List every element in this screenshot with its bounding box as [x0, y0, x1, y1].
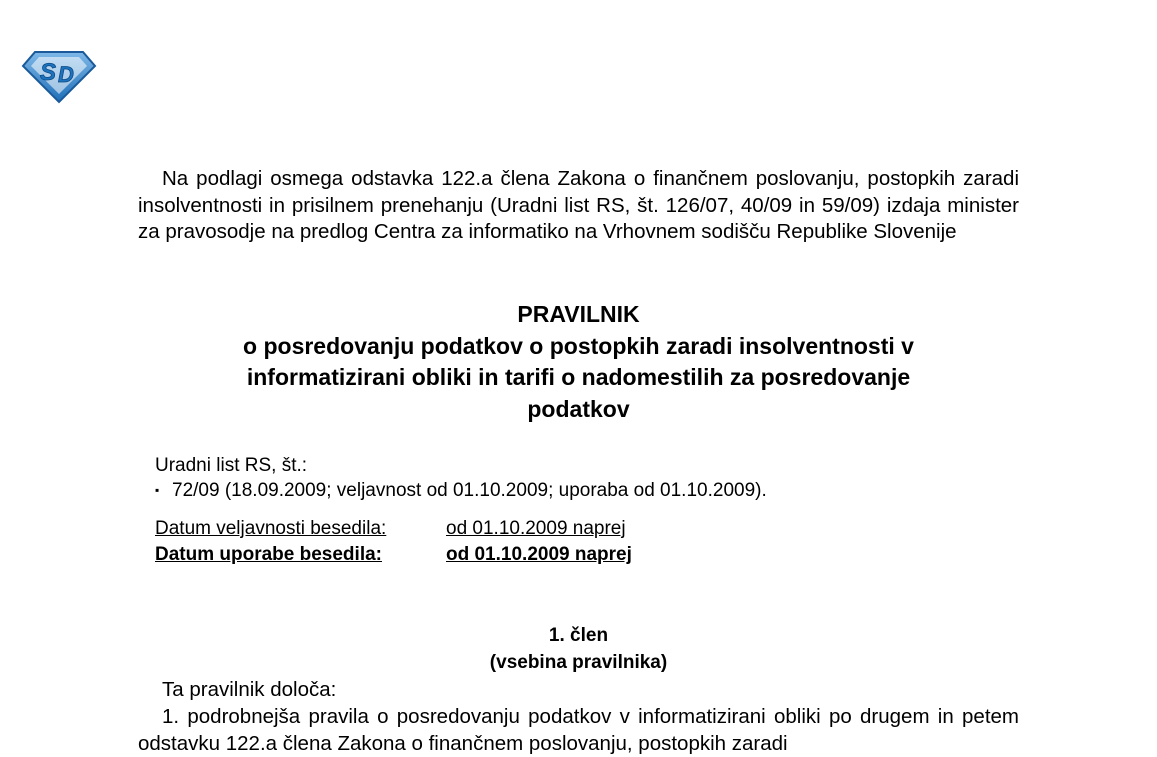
gazette-entry [155, 478, 767, 503]
svg-text:S: S [40, 59, 57, 86]
validity-date-value: od 01.10.2009 naprej [446, 518, 626, 539]
official-gazette-reference [155, 453, 767, 503]
validity-date-label: Datum veljavnosti besedila: [155, 518, 387, 539]
usage-date-label: Datum uporabe besedila: [155, 544, 382, 565]
title-line-3: podatkov [527, 395, 630, 422]
article-item-1: 1. podrobnejša pravila o posredovanju podatkov v informatizirani obliki po drugem in petem odstavku 122.a člena Zakona o finančnem poslovanju, postopkih zaradi [138, 705, 1019, 755]
gazette-entry-text: 72/09 (18.09.2009; veljavnost od 01.10.2009; uporaba od 01.10.2009). [172, 480, 767, 501]
title-line-2: informatizirani obliki in tarifi o nadomestilih za posredovanje [246, 364, 911, 390]
gazette-label: Uradni list RS, št.: [155, 455, 308, 476]
text-dates [155, 516, 632, 568]
title-heading: PRAVILNIK [517, 301, 640, 327]
bullet-icon: ▪ [155, 483, 160, 497]
usage-date-row [155, 542, 632, 568]
sd-logo-icon [21, 48, 97, 104]
title-line-1: o posredovanju podatkov o postopkih zaradi insolventnosti v [243, 332, 914, 359]
article-intro: Ta pravilnik določa: [162, 678, 337, 701]
usage-date-value: od 01.10.2009 naprej [446, 544, 632, 565]
article-subtitle: (vsebina pravilnika) [489, 652, 668, 673]
validity-date-row [155, 516, 632, 542]
preamble-text: Na podlagi osmega odstavka 122.a člena Zakona o finančnem poslovanju, postopkih zaradi insolventnosti in prisilnem prenehanju (Uradni list RS, št. 126/07, 40/09 in 59/09) izdaja minister za pravosodje na predlog Centra za informatiko na Vrhovnem sodišču Republike Slovenije [138, 167, 1019, 243]
document-title [138, 299, 1019, 425]
article-body [138, 676, 1019, 757]
article-heading [138, 622, 1019, 676]
article-number: 1. člen [548, 625, 609, 646]
svg-text:D: D [58, 62, 74, 87]
